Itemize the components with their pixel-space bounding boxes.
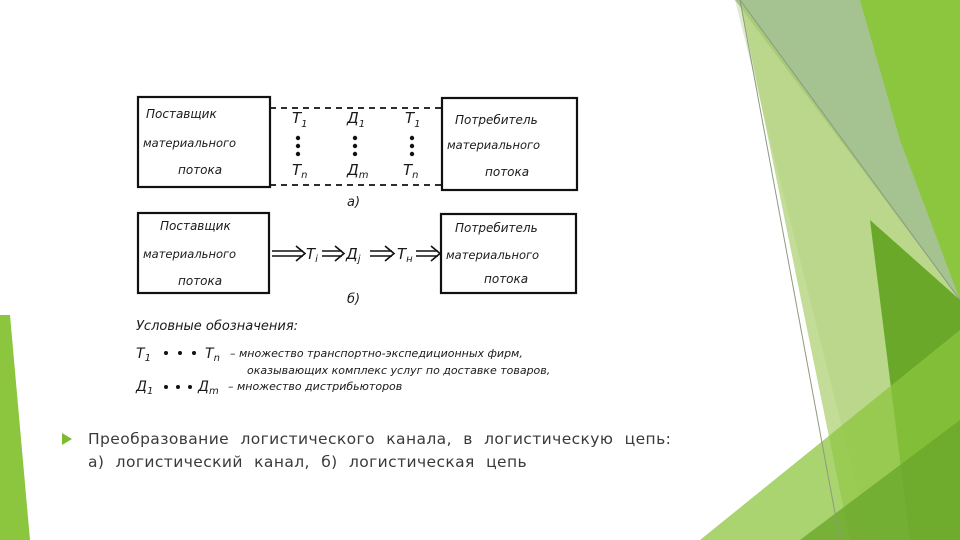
- legend-dot-3a: [164, 385, 168, 389]
- double-arrow-3: [370, 246, 394, 261]
- legend-dot-3c: [188, 385, 192, 389]
- col3-bottom: $Т_n$: [403, 161, 419, 181]
- consumer-b-line2: материального: [446, 248, 540, 262]
- supplier-a-line3: потока: [178, 163, 223, 177]
- col2-dot-1: [353, 136, 357, 140]
- caption-text: Преобразование логистического канала, в логистическую цепь: а) логистический канал, б) логистическая цепь: [88, 430, 672, 471]
- col2-dot-3: [353, 152, 357, 156]
- col2-dot-2: [353, 144, 357, 148]
- consumer-b-line1: Потребитель: [455, 221, 538, 235]
- supplier-a-line2: материального: [143, 136, 237, 150]
- supplier-b-line2: материального: [143, 247, 237, 261]
- col3-top: $Т_1$: [405, 109, 421, 130]
- col3-dot-2: [410, 144, 414, 148]
- double-arrow-1: [272, 246, 305, 261]
- col3-dot-3: [410, 152, 414, 156]
- col2-bottom: $Д_m$: [347, 161, 369, 181]
- legend-line3-text: – множество дистрибьюторов: [228, 380, 403, 393]
- legend-line1-start: $Т_1$: [136, 346, 151, 364]
- diagram-b: [138, 213, 576, 307]
- col2-top: $Д_1$: [347, 109, 366, 130]
- legend-title: Условные обозначения:: [136, 319, 299, 334]
- legend-line3-start: $Д_1$: [136, 379, 154, 397]
- supplier-a-line1: Поставщик: [146, 107, 217, 121]
- legend-dot-1b: [178, 351, 182, 355]
- diagram-b-label: б): [347, 292, 361, 307]
- bullet-arrow-icon: [62, 433, 72, 445]
- double-arrow-4: [416, 246, 440, 261]
- legend-line1-text: – множество транспортно-экспедиционных фирм,: [230, 347, 523, 360]
- legend-line1-end: $Т_n$: [205, 346, 220, 364]
- col1-top: $Т_1$: [292, 109, 308, 130]
- diagram-a: [138, 97, 577, 210]
- legend-line3-end: $Д_m$: [198, 379, 219, 397]
- legend-dot-1a: [164, 351, 168, 355]
- legend-dot-3b: [176, 385, 180, 389]
- consumer-a-line2: материального: [447, 138, 541, 152]
- consumer-a-line1: Потребитель: [455, 113, 538, 127]
- caption: [66, 428, 686, 474]
- legend-line2-text: оказывающих комплекс услуг по доставке товаров,: [247, 364, 551, 377]
- supplier-b-line1: Поставщик: [160, 219, 231, 233]
- node-tn: $Т_н$: [397, 245, 413, 265]
- col3-dot-1: [410, 136, 414, 140]
- diagram-a-label: а): [347, 195, 361, 210]
- col1-dot-1: [296, 136, 300, 140]
- consumer-a-line3: потока: [485, 165, 530, 179]
- col1-bottom: $Т_n$: [292, 161, 308, 181]
- node-dj: $Д_j$: [346, 245, 361, 265]
- consumer-b-line3: потока: [484, 272, 529, 286]
- col1-dot-3: [296, 152, 300, 156]
- supplier-b-line3: потока: [178, 274, 223, 288]
- legend: [135, 319, 550, 397]
- col1-dot-2: [296, 144, 300, 148]
- double-arrow-2: [322, 246, 344, 261]
- node-ti: $Т_i$: [306, 245, 318, 265]
- legend-dot-1c: [192, 351, 196, 355]
